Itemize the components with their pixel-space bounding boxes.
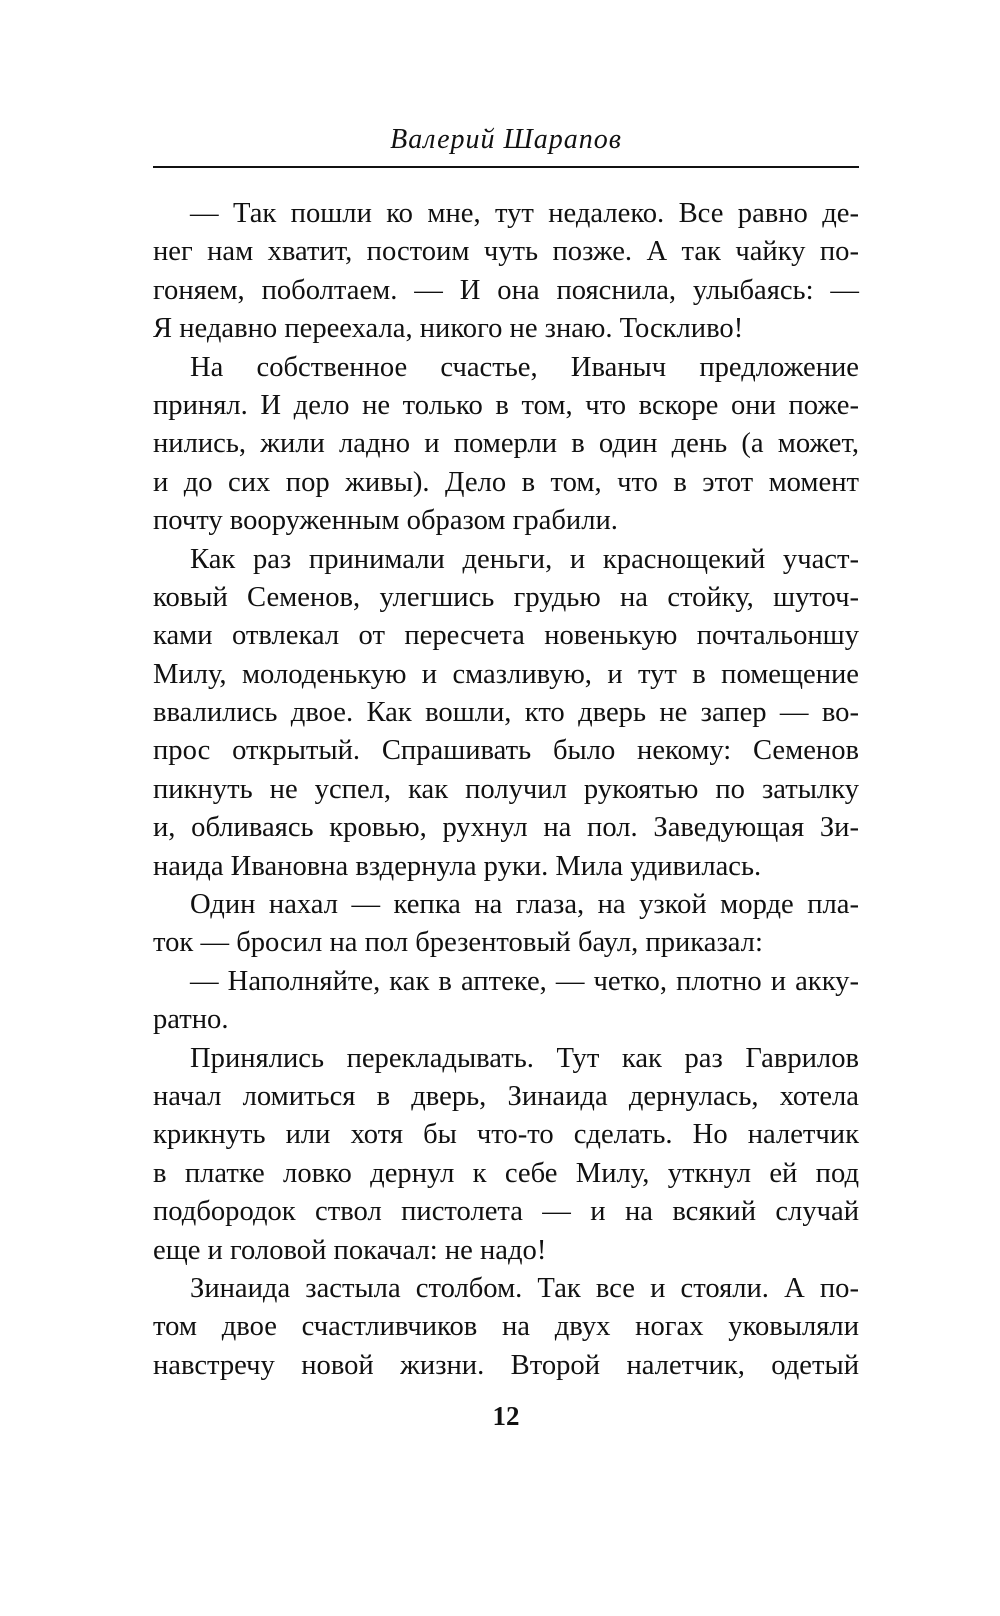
text-line: ками отвлекал от пересчета новенькую почтальоншу — [153, 620, 859, 652]
text-line: ратно. — [153, 1004, 229, 1036]
running-head: Валерий Шарапов — [390, 124, 622, 155]
text-line: крикнуть или хотя бы что-то сделать. Но налетчик — [153, 1119, 859, 1151]
text-line: нег нам хватит, постоим чуть позже. А так чайку по- — [153, 236, 859, 268]
text-line: Зинаида застыла столбом. Так все и стояли. А по- — [190, 1272, 859, 1304]
text-line: ввалились двое. Как вошли, кто дверь не запер — во- — [153, 697, 859, 729]
text-line: наида Ивановна вздернула руки. Мила удивилась. — [153, 850, 762, 882]
text-line: Как раз принимали деньги, и краснощекий участ- — [190, 543, 859, 575]
text-line: еще и головой покачал: не надо! — [153, 1234, 547, 1266]
text-line: прос открытый. Спрашивать было некому: Семенов — [153, 735, 859, 767]
text-line: Я недавно переехала, никого не знаю. Тоскливо! — [153, 313, 744, 345]
text-line: и, обливаясь кровью, рухнул на пол. Заведующая Зи- — [153, 812, 859, 844]
text-line: Один нахал — кепка на глаза, на узкой морде пла- — [190, 889, 859, 921]
text-line: в платке ловко дернул к себе Милу, уткнул ей под — [153, 1157, 859, 1189]
header-rule — [153, 166, 859, 168]
text-line: и до сих пор живы). Дело в том, что в этот момент — [153, 466, 859, 498]
text-line: — Так пошли ко мне, тут недалеко. Все равно де- — [190, 198, 859, 229]
text-line: ковый Семенов, улегшись грудью на стойку, шуточ- — [153, 581, 859, 613]
text-line: принял. И дело не только в том, что вскоре они поже- — [153, 389, 859, 421]
text-line: — Наполняйте, как в аптеке, — четко, плотно и акку- — [190, 965, 859, 997]
text-line: том двое счастливчиков на двух ногах уковыляли — [153, 1311, 859, 1343]
text-line: пикнуть не успел, как получил рукоятью по затылку — [153, 773, 859, 805]
text-line: навстречу новой жизни. Второй налетчик, одетый — [153, 1349, 859, 1381]
text-line: подбородок ствол пистолета — и на всякий случай — [153, 1196, 859, 1228]
text-line: Принялись перекладывать. Тут как раз Гаврилов — [190, 1042, 859, 1074]
page-number: 12 — [492, 1401, 520, 1431]
text-line: нились, жили ладно и померли в один день (а может, — [153, 428, 859, 460]
text-line: гоняем, поболтаем. — И она пояснила, улыбаясь: — — [153, 274, 859, 306]
text-line: Милу, молоденькую и смазливую, и тут в помещение — [153, 658, 859, 690]
body-text — [153, 195, 859, 1385]
text-line: почту вооруженным образом грабили. — [153, 505, 618, 537]
text-line: начал ломиться в дверь, Зинаида дернулась, хотела — [153, 1080, 859, 1112]
text-line: ток — бросил на пол брезентовый баул, приказал: — [153, 927, 763, 959]
text-line: На собственное счастье, Иваныч предложение — [190, 351, 859, 383]
